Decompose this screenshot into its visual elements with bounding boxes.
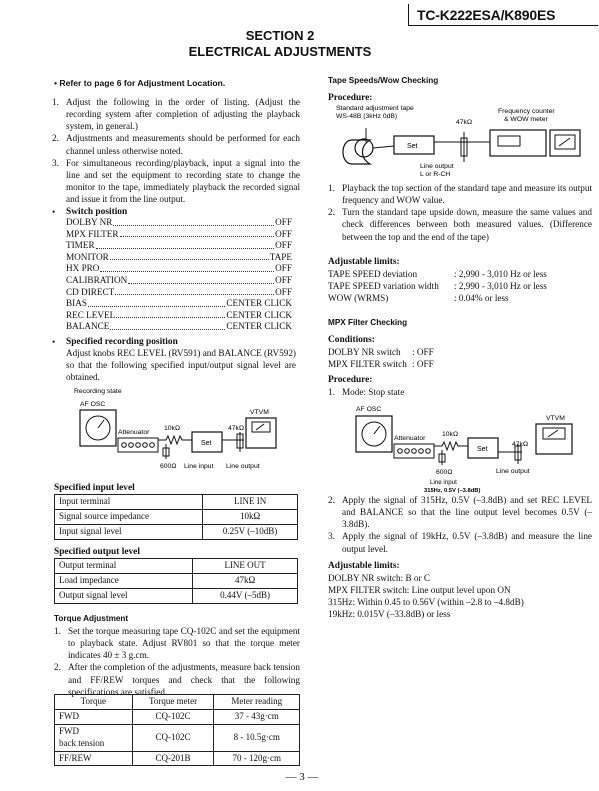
output-level-title: Specified output level [54, 547, 140, 557]
meter-reading-cell: 8 - 10.5g·cm [214, 724, 300, 751]
vtvm-meter [252, 422, 270, 432]
rec-pos-text: Adjust knobs REC LEVEL (RV591) and BALANCE (RV592) so that the following specified input/output signal level are obtained. [66, 348, 296, 383]
r600-label: 600Ω [436, 469, 453, 476]
attenuator-label: Attenuator [118, 429, 150, 436]
dot-leader [110, 252, 269, 261]
torque-meter-cell: CQ-102C [132, 709, 214, 724]
value-cell: 47kΩ [193, 573, 298, 588]
mpx-filter-diagram [336, 402, 588, 494]
output-level-table [54, 558, 298, 604]
intro-steps [52, 96, 300, 205]
switch-name: BIAS [66, 298, 87, 309]
switch-row [66, 310, 292, 322]
switch-name: BALANCE [66, 321, 110, 332]
switch-row [66, 229, 292, 241]
switch-name: CALIBRATION [66, 274, 128, 285]
dot-leader [120, 229, 275, 238]
list-item: 1. Mode: Stop state [328, 387, 405, 397]
lr-channel-label: L or R-CH [420, 171, 451, 178]
limit-key: TAPE SPEED deviation [328, 269, 418, 279]
set-label: Set [407, 143, 418, 150]
mpx-title: MPX Filter Checking [328, 318, 408, 327]
torque-meter-cell: CQ-201B [132, 751, 214, 766]
table-row [55, 509, 298, 524]
switch-row [66, 275, 292, 287]
torque-cell: FWD back tension [55, 724, 133, 751]
torque-cell: FF/REW [55, 751, 133, 766]
list-item: 2. Turn the standard tape upside down, measure the same values and check differences between both measured values. (Difference between the top and the end of the tape) [328, 207, 592, 242]
std-tape-label: Standard adjustment tape [336, 105, 414, 112]
counter-display [498, 136, 520, 146]
refer-note: • Refer to page 6 for Adjustment Location. [54, 78, 226, 88]
value-cell: 10kΩ [203, 509, 298, 524]
af-osc-needle [98, 420, 104, 428]
table-row [55, 559, 298, 574]
knob [150, 443, 155, 448]
list-item: 3. Apply the signal of 19kHz, 0.5V (–3.8dB) and measure the line output level. [328, 531, 592, 554]
table-row [55, 724, 300, 751]
rec-pos-title: Specified recording position [66, 337, 178, 347]
torque-meter-cell: CQ-102C [132, 724, 214, 751]
recording-state-diagram [60, 384, 300, 474]
vtvm-meter [543, 428, 565, 439]
section-title: ELECTRICAL ADJUSTMENTS [188, 44, 372, 60]
value-cell: 0.25V (–10dB) [203, 524, 298, 539]
wow-needle [559, 138, 570, 146]
switch-value: TAPE [269, 251, 292, 262]
torque-meter-header: Torque meter [132, 695, 214, 710]
dot-leader [128, 275, 274, 284]
switch-row [66, 240, 292, 252]
switch-name: CD DIRECT [66, 286, 115, 297]
std-tape-label-2: WS-48B (3kHz 0dB) [336, 113, 398, 120]
line-input-label: Line input [184, 463, 214, 470]
signal-label: 315Hz, 0.5V (–3.8dB) [424, 488, 481, 494]
limit-value: : OFF [412, 359, 434, 370]
attenuator-label: Attenuator [394, 435, 426, 442]
r47k-label: 47kΩ [456, 119, 473, 126]
limit-key: MPX FILTER switch [328, 359, 407, 370]
attenuator-box [394, 444, 434, 458]
dot-leader [100, 263, 274, 272]
wow-meter-label: & WOW meter [504, 116, 548, 123]
limit-key: DOLBY NR switch [328, 347, 401, 357]
line-input-label: Line input [430, 479, 457, 486]
af-osc-needle [374, 426, 380, 434]
switch-value: OFF [275, 228, 292, 239]
input-level-table [54, 494, 298, 540]
section-number: SECTION 2 [245, 28, 315, 43]
knob [405, 449, 410, 454]
switch-row [66, 298, 292, 310]
switch-row [66, 217, 292, 229]
limit-value: : 0.04% or less [454, 293, 509, 304]
switch-name: REC LEVEL [66, 309, 116, 320]
torque-header: Torque [55, 695, 133, 710]
vtvm-needle [256, 424, 264, 430]
vtvm-needle [548, 430, 558, 437]
tape-head-icon [355, 139, 373, 157]
limit-value: : OFF [412, 347, 434, 357]
switch-value: CENTER CLICK [226, 321, 292, 332]
mpx-limits [328, 572, 592, 621]
limit-row [328, 280, 592, 292]
table-row [55, 588, 298, 603]
mpx-steps [328, 494, 592, 555]
limit-line: DOLBY NR switch: B or C [328, 573, 430, 583]
r47k-label: 47kΩ [228, 425, 245, 432]
model-number: TC-K222ESA/K890ES [408, 4, 598, 26]
switch-row [66, 263, 292, 275]
param-cell: Output signal level [55, 588, 193, 603]
list-item: 1. Playback the top section of the standard tape and measure its output frequency and WOW value. [328, 183, 592, 206]
knob [412, 449, 417, 454]
list-item: 3. For simultaneous recording/playback, input a signal into the line and set the equipment to recording state to change the monitor to the tape, immediately playback the recorded signal and issue it from the line output. [52, 157, 300, 205]
list-item: 1. Adjust the following in the order of listing. (Adjust the recording system after completion of adjusting the playback system, in general.) [52, 97, 300, 132]
dot-leader [115, 287, 274, 296]
knob [398, 449, 403, 454]
r10k-label: 10kΩ [442, 431, 459, 438]
freq-counter-label: Frequency counter [498, 108, 555, 115]
torque-table [54, 694, 300, 766]
tape-speed-diagram [330, 102, 592, 182]
list-item: 2. Apply the signal of 315Hz, 0.5V (–3.8dB) and set REC LEVEL and BALANCE so that the line output level becomes 0.5V (–3.8dB). [328, 495, 592, 530]
knob [129, 443, 134, 448]
section-heading [150, 28, 410, 61]
switch-value: OFF [275, 286, 292, 297]
bullet: • [52, 337, 56, 347]
af-osc-label: AF OSC [356, 406, 382, 413]
switch-name: HX PRO [66, 263, 100, 274]
switch-row [66, 287, 292, 299]
r47k-resistor [498, 444, 522, 464]
table-row [55, 573, 298, 588]
line-output-label: Line output [496, 468, 530, 475]
dot-leader [88, 298, 225, 307]
r10k-label: 10kΩ [164, 425, 181, 432]
conditions-list [328, 346, 528, 370]
value-cell: LINE IN [203, 495, 298, 510]
param-cell: Load impedance [55, 573, 193, 588]
bullet: • [52, 207, 56, 217]
switch-value: OFF [275, 217, 292, 227]
switch-value: OFF [275, 263, 292, 274]
value-cell: 0.44V (–5dB) [193, 588, 298, 603]
r600-resistor [439, 450, 445, 465]
limit-row [328, 268, 592, 280]
knob [426, 449, 431, 454]
r47k-resistor [222, 432, 244, 452]
param-cell: Output terminal [55, 559, 193, 574]
knob [136, 443, 141, 448]
limit-line: 315Hz: Within 0.45 to 0.56V (within –2.8 to –4.8dB) [328, 597, 524, 608]
limit-row [328, 292, 592, 304]
param-cell: Input terminal [55, 495, 203, 510]
switch-value: OFF [275, 274, 292, 285]
list-item: 2. Adjustments and measurements should be performed for each channel unless otherwise noted. [52, 133, 300, 156]
table-row [55, 751, 300, 766]
conditions-label: Conditions: [328, 335, 375, 345]
tape-limits [328, 268, 592, 304]
switch-name: MONITOR [66, 251, 109, 262]
tape-steps [328, 182, 592, 243]
dot-leader [116, 310, 225, 319]
limit-value: : 2,990 - 3,010 Hz or less [454, 269, 547, 279]
line-output-label: Line output [420, 163, 454, 170]
meter-reading-header: Meter reading [214, 695, 300, 710]
diagram-caption: Recording state [74, 388, 122, 395]
knob [122, 443, 127, 448]
dot-leader [110, 321, 225, 330]
param-cell: Signal source impedance [55, 509, 203, 524]
meter-reading-cell: 37 - 43g·cm [214, 709, 300, 724]
tape-speed-title: Tape Speeds/Wow Checking [328, 76, 439, 85]
af-osc-label: AF OSC [80, 401, 106, 408]
switch-name: DOLBY NR [66, 217, 113, 227]
limit-line: 19kHz: 0.015V (–33.8dB) or less [328, 609, 451, 620]
torque-cell: FWD [55, 709, 133, 724]
limit-line: MPX FILTER switch: Line output level upon ON [328, 585, 511, 596]
input-level-title: Specified input level [54, 483, 135, 493]
vtvm-label: VTVM [546, 415, 565, 422]
set-label: Set [477, 446, 488, 453]
switch-list [66, 217, 292, 333]
knob [143, 443, 148, 448]
torque-steps [54, 625, 300, 698]
attenuator-box [118, 438, 158, 452]
table-row [55, 524, 298, 539]
list-item: 1. Set the torque measuring tape CQ-102C and set the equipment to playback state. Adjust RV801 so that the torque meter indicates 40 ± 3 g.cm. [54, 626, 300, 661]
vtvm-label: VTVM [250, 409, 269, 416]
adjustable-limits-label: Adjustable limits: [328, 257, 400, 267]
limit-value: : 2,990 - 3,010 Hz or less [454, 281, 547, 292]
procedure-label: Procedure: [328, 93, 373, 103]
param-cell: Input signal level [55, 524, 203, 539]
limit-key: WOW (WRMS) [328, 293, 389, 304]
switch-row [66, 252, 292, 264]
switch-value: CENTER CLICK [226, 298, 292, 309]
dot-leader [96, 240, 275, 249]
line-output-label: Line output [226, 463, 260, 470]
switch-value: OFF [275, 240, 292, 251]
mpx-adjustable-limits-label: Adjustable limits: [328, 561, 400, 571]
list-item: 2. After the completion of the adjustments, measure back tension and FF/REW torques and check that the following specifications are satisfied. [54, 662, 300, 697]
wire [373, 146, 394, 148]
table-row [55, 709, 300, 724]
mpx-mode [328, 386, 592, 398]
value-cell: LINE OUT [193, 559, 298, 574]
r10k-resistor [434, 442, 468, 450]
switch-value: CENTER CLICK [226, 309, 292, 320]
r47k-resistor [461, 132, 467, 162]
limit-row [328, 358, 528, 370]
page-number: — 3 — [285, 771, 319, 783]
meter-reading-cell: 70 - 120g·cm [214, 751, 300, 766]
r600-label: 600Ω [160, 463, 177, 470]
switch-name: TIMER [66, 240, 95, 251]
knob [419, 449, 424, 454]
dot-leader [113, 217, 274, 226]
switch-title: Switch position [66, 207, 128, 217]
table-row [55, 495, 298, 510]
r600-resistor [163, 444, 169, 459]
torque-title: Torque Adjustment [54, 614, 129, 623]
limit-row [328, 346, 528, 358]
set-label: Set [201, 440, 212, 447]
switch-row [66, 321, 292, 333]
mpx-procedure-label: Procedure: [328, 375, 373, 385]
r10k-resistor [158, 436, 192, 444]
r47k-label: 47kΩ [512, 441, 529, 448]
switch-name: MPX FILTER [66, 228, 119, 239]
limit-key: TAPE SPEED variation width [328, 281, 439, 292]
